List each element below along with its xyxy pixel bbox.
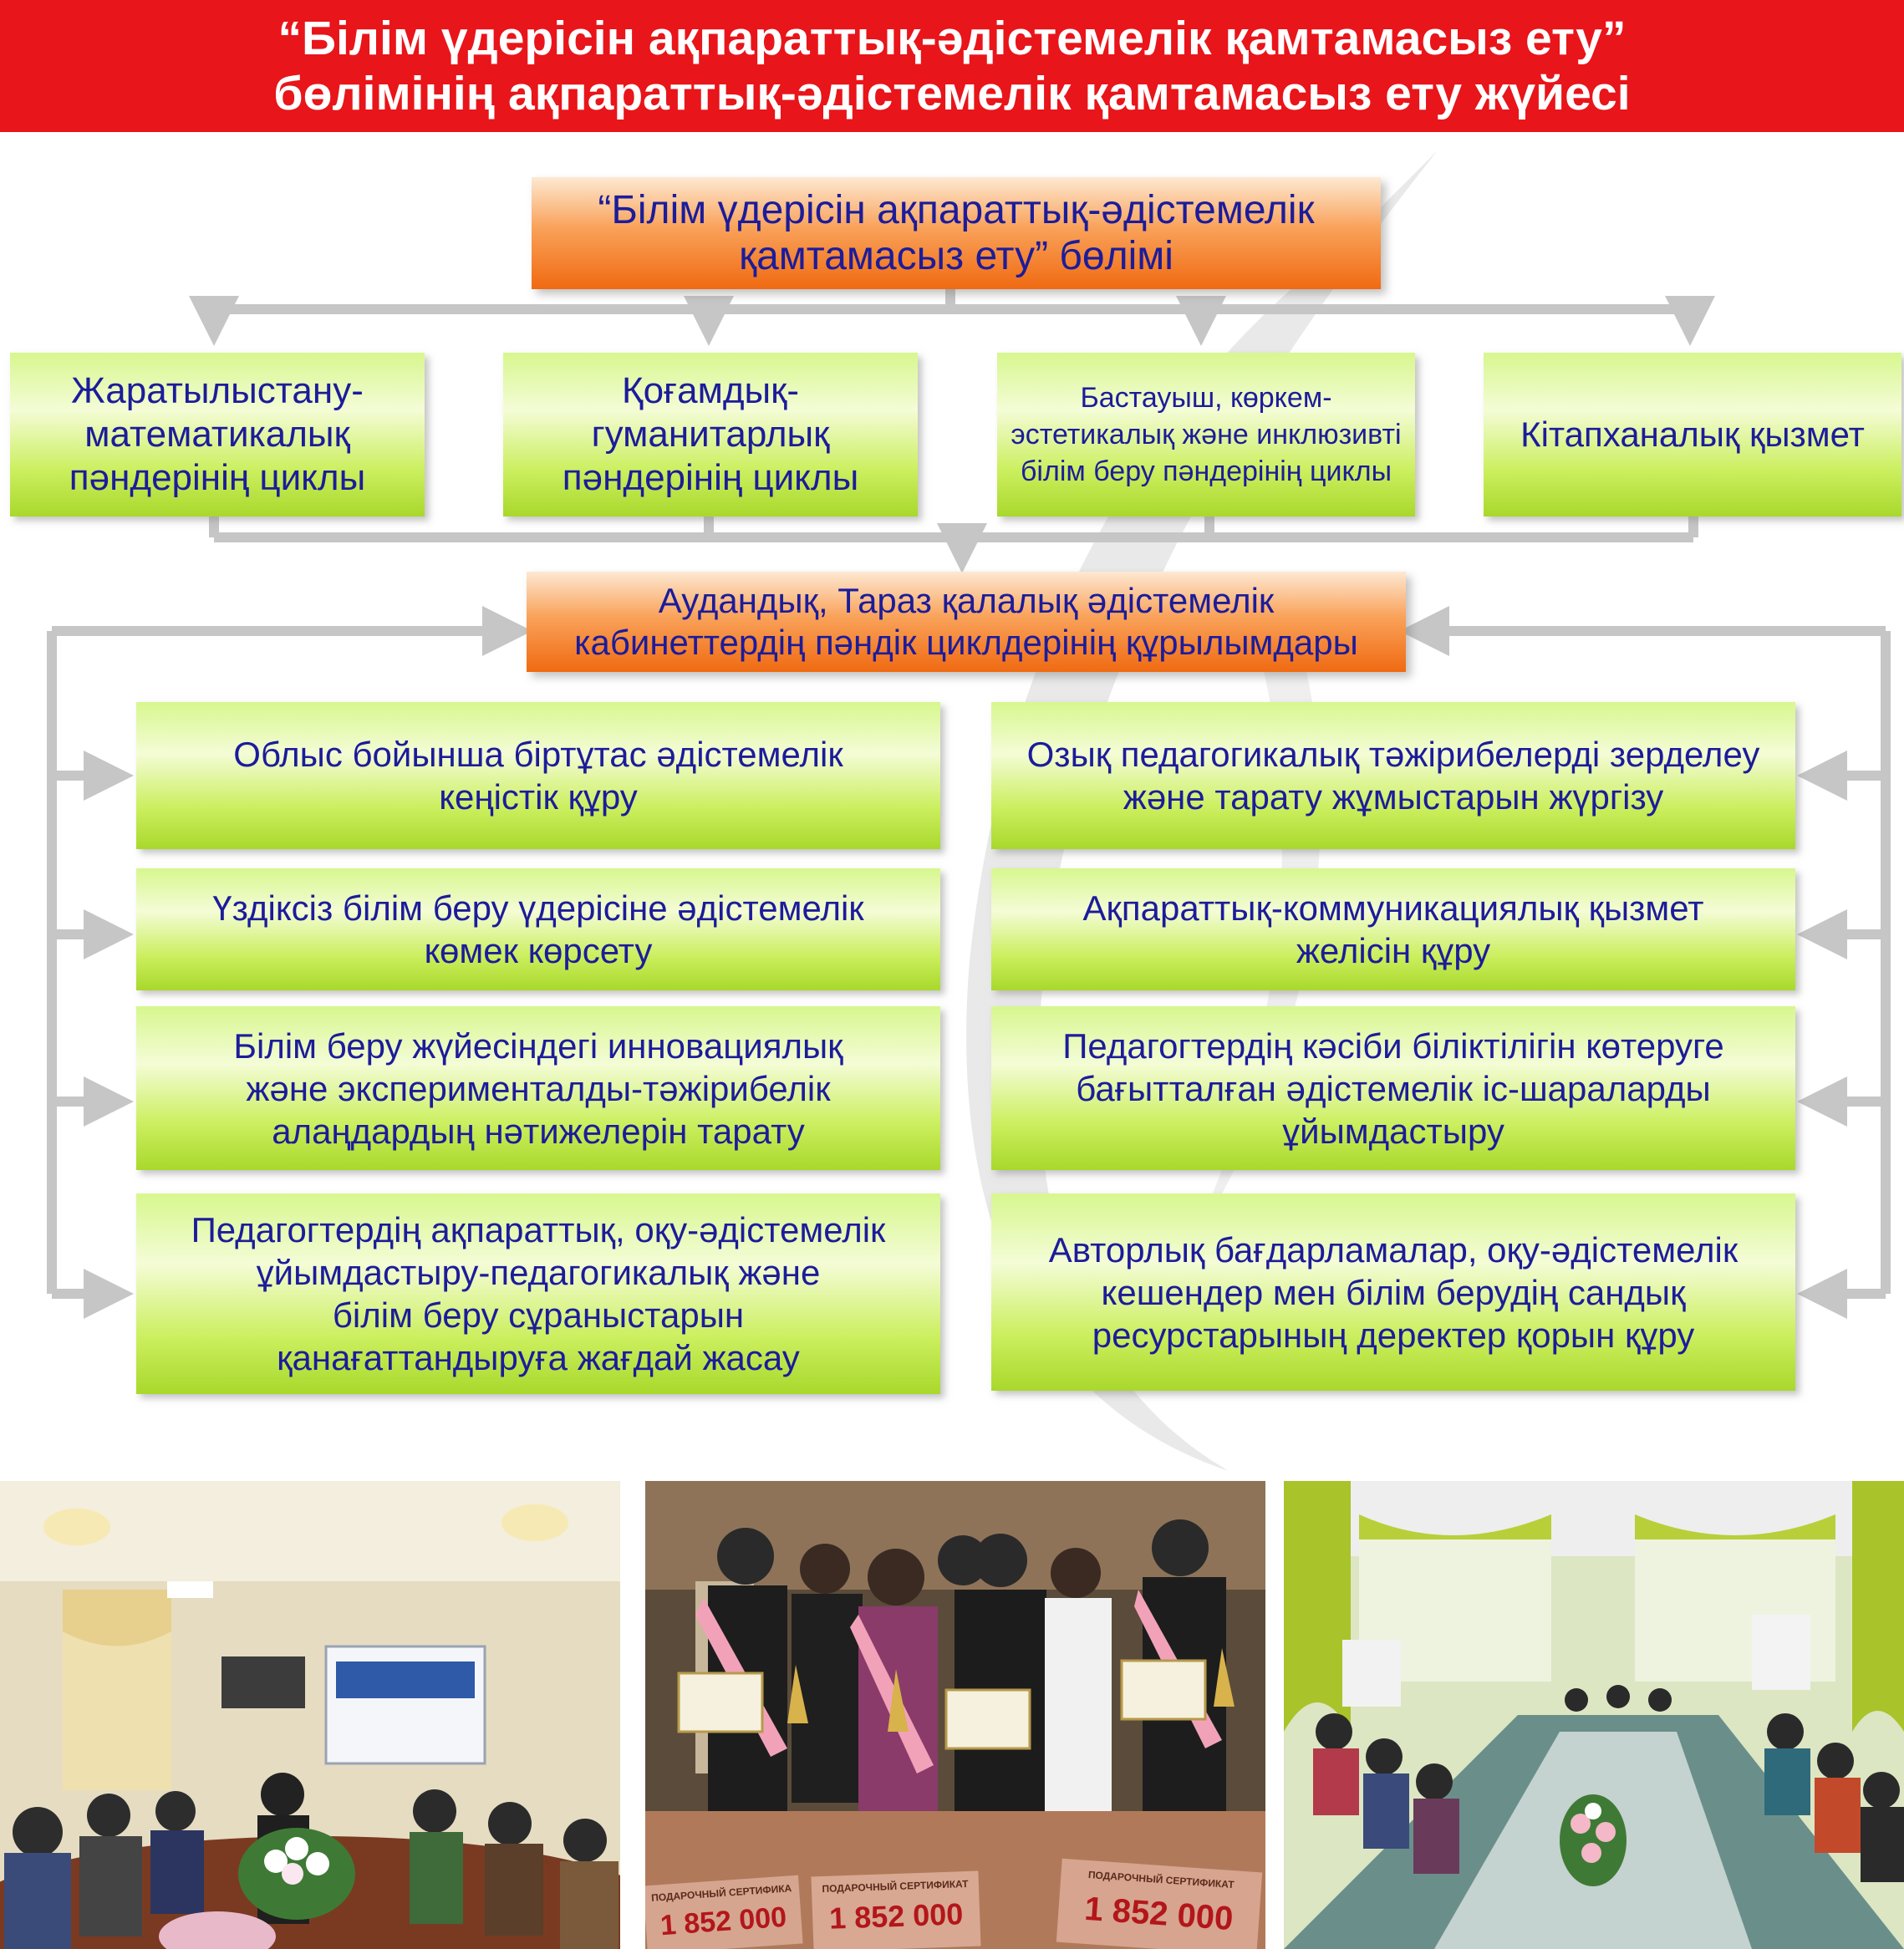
conference-photo [1284, 1481, 1904, 1949]
task-line: Білім беру жүйесіндегі инновациялық [233, 1025, 843, 1066]
cycle-line: Жаратылыстану- [71, 370, 364, 411]
title-line-2: бөлімінің ақпараттық-әдістемелік қамтамасыз ету жүйесі [273, 67, 1631, 120]
certificate-amount: 1 852 000 [1083, 1890, 1235, 1938]
task-line: Педагогтердің кәсіби біліктілігін көтеруге [1062, 1025, 1724, 1066]
title-banner [0, 0, 1904, 132]
cycle-line: гуманитарлық [591, 414, 830, 455]
certificate-header: ПОДАРОЧНЫЙ СЕРТИФИКАТ [1087, 1868, 1235, 1891]
task-box-right-4 [991, 1193, 1795, 1391]
task-line: Ақпараттық-коммуникациялық қызмет [1082, 888, 1704, 928]
task-line: кеңістік құру [439, 777, 638, 817]
task-line: желісін құру [1296, 931, 1491, 970]
certificate-header: ПОДАРОЧНЫЙ СЕРТИФИКА [650, 1882, 792, 1904]
task-box-left-2 [136, 868, 940, 990]
task-line: ресурстарының деректер қорын құру [1092, 1315, 1695, 1355]
certificate-amount: 1 852 000 [659, 1901, 788, 1942]
department-line-2: қамтамасыз ету” бөлімі [739, 234, 1173, 278]
task-box-left-3 [136, 1006, 940, 1170]
district-box [527, 572, 1406, 672]
task-line: қанағаттандыруға жағдай жасау [277, 1338, 800, 1377]
gift-certificate-1 [645, 1875, 803, 1949]
cycle-box-social-humanitarian [503, 353, 918, 517]
award-ceremony-photo [645, 1481, 1265, 1949]
district-line-1: Аудандық, Тараз қалалық әдістемелік [658, 581, 1275, 620]
task-line: Педагогтердің ақпараттық, оқу-әдістемелік [191, 1210, 886, 1249]
task-line: көмек көрсету [424, 931, 653, 970]
cycle-line: эстетикалық және инклюзивті [1011, 419, 1402, 450]
certificate-amount: 1 852 000 [828, 1896, 964, 1936]
certificate-header: ПОДАРОЧНЫЙ СЕРТИФИКАТ [822, 1877, 969, 1896]
seminar-scene [0, 1481, 620, 1949]
cycle-box-natural-math [10, 353, 425, 517]
cycle-line: Бастауыш, көркем- [1080, 382, 1332, 414]
task-line: Облыс бойынша біртұтас әдістемелік [233, 735, 843, 774]
cycle-box-primary-aesthetic [997, 353, 1415, 517]
department-box [532, 177, 1381, 289]
department-line-1: “Білім үдерісін ақпараттық-әдістемелік [598, 188, 1315, 232]
task-box-right-2 [991, 868, 1795, 990]
task-box-left-1 [136, 702, 940, 849]
task-line: Үздіксіз білім беру үдерісіне әдістемелік [212, 888, 864, 928]
task-line: кешендер мен білім берудің сандық [1101, 1272, 1686, 1312]
task-line: білім беру сұраныстарын [332, 1295, 745, 1335]
cycle-line: білім беру пәндерінің циклы [1020, 455, 1392, 487]
task-line: ұйымдастыру [1282, 1111, 1504, 1151]
cycle-box-library [1484, 353, 1901, 517]
task-line: және тарату жұмыстарын жүргізу [1123, 777, 1664, 817]
task-line: ұйымдастыру-педагогикалық және [256, 1253, 821, 1292]
gift-certificate-2 [811, 1871, 980, 1949]
cycle-line: Кітапханалық қызмет [1520, 415, 1865, 454]
task-line: және эксперименталды-тәжірибелік [246, 1068, 831, 1108]
task-box-right-1 [991, 702, 1795, 849]
cycle-line: пәндерінің циклы [69, 457, 366, 498]
task-line: бағытталған әдістемелік іс-шараларды [1076, 1068, 1711, 1108]
task-line: алаңдардың нәтижелерін тарату [272, 1111, 805, 1151]
task-line: Авторлық бағдарламалар, оқу-әдістемелік [1048, 1229, 1739, 1270]
title-line-1: “Білім үдерісін ақпараттық-әдістемелік қамтамасыз ету” [277, 12, 1627, 65]
cycle-line: Қоғамдық- [621, 370, 800, 411]
cycle-line: математикалық [84, 414, 350, 455]
cycle-line: пәндерінің циклы [562, 457, 859, 498]
gift-certificate-3 [1056, 1859, 1262, 1949]
seminar-photo [0, 1481, 620, 1949]
district-line-2: кабинеттердің пәндік циклдерінің құрылымдары [574, 623, 1358, 662]
task-box-left-4 [136, 1193, 940, 1394]
conference-scene [1284, 1481, 1904, 1949]
task-box-right-3 [991, 1006, 1795, 1170]
task-line: Озық педагогикалық тәжірибелерді зерделеу [1026, 735, 1760, 774]
